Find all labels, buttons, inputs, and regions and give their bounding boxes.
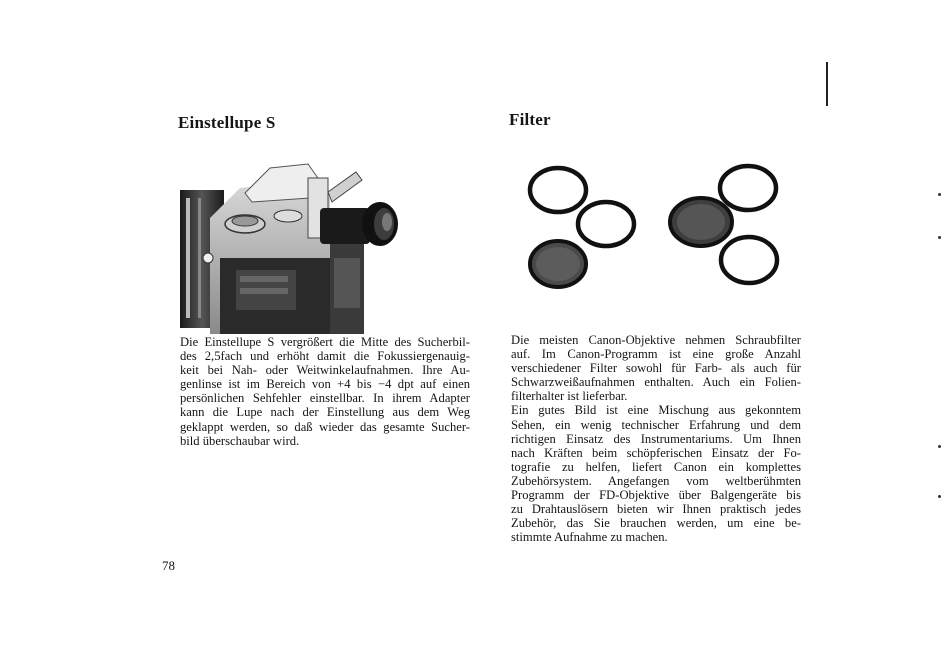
text-line: Die Einstellupe S vergrößert die Mitte des Sucherbil- <box>180 335 470 349</box>
text-line: richtigen Einsatz des Instrumentariums. Um Ihnen <box>511 431 801 446</box>
text-line: Sehen, ein wenig technischer Erfahrung und dem <box>511 417 801 432</box>
text-line: Programm der FD-Objektive über Balgengeräte bis <box>511 488 801 503</box>
heading-filter: Filter <box>509 110 551 129</box>
scan-speck <box>938 445 941 448</box>
text-line: persönlichen Sehfehler einstellbar. In ihrem Adapter <box>180 391 470 406</box>
scan-edge-line <box>826 62 828 106</box>
text-line: Zubehör, das Sie brauchen werden, um eine be- <box>511 516 801 531</box>
einstellupe-description <box>180 335 470 448</box>
filter-description <box>511 333 801 544</box>
scan-speck <box>938 193 941 196</box>
text-line: zu Drahtauslösern bieten wir Ihnen praktisch jedes <box>511 502 801 517</box>
text-line: genlinse ist im Bereich von +4 bis −4 dpt auf einen <box>180 377 470 392</box>
text-line: kann die Lupe nach der Einstellung aus dem Weg <box>180 405 470 420</box>
text-line: bild überschaubar wird. <box>180 433 300 448</box>
text-line: stimmte Aufnahme zu machen. <box>511 530 668 545</box>
filter-rings-photo <box>520 160 790 295</box>
scan-speck <box>938 495 941 498</box>
text-line: filterhalter ist lieferbar. <box>511 389 628 404</box>
text-line: Schwarzweißaufnahmen enthalten. Auch ein Folien- <box>511 375 801 390</box>
text-line: Zubehörsystem. Angefangen vom weltberühmten <box>511 473 801 488</box>
text-line: geklappt werden, so daß wieder das gesamte Sucher- <box>180 419 470 434</box>
text-line: Ein gutes Bild ist eine Mischung aus gekonntem <box>511 403 801 418</box>
text-line: auf. Im Canon-Programm ist eine große Anzahl <box>511 347 801 362</box>
text-line: des 2,5fach und erhöht damit die Fokussiergenauig- <box>180 349 470 364</box>
text-line: verschiedener Filter sowohl für Farb- als auch für <box>511 361 801 376</box>
text-line: keit bei Nah- oder Weitwinkelaufnahmen. Ihre Au- <box>180 363 470 378</box>
heading-einstellupe: Einstellupe S <box>178 113 276 132</box>
scan-speck <box>938 236 941 239</box>
text-line: Die meisten Canon-Objektive nehmen Schraubfilter <box>511 333 801 347</box>
text-line: tografie zu helfen, liefert Canon ein komplettes <box>511 459 801 474</box>
camera-with-magnifier-photo <box>180 158 406 334</box>
page-number: 78 <box>162 558 175 573</box>
text-line: nach Kräften beim schöpferischen Einsatz der Fo- <box>511 445 801 460</box>
